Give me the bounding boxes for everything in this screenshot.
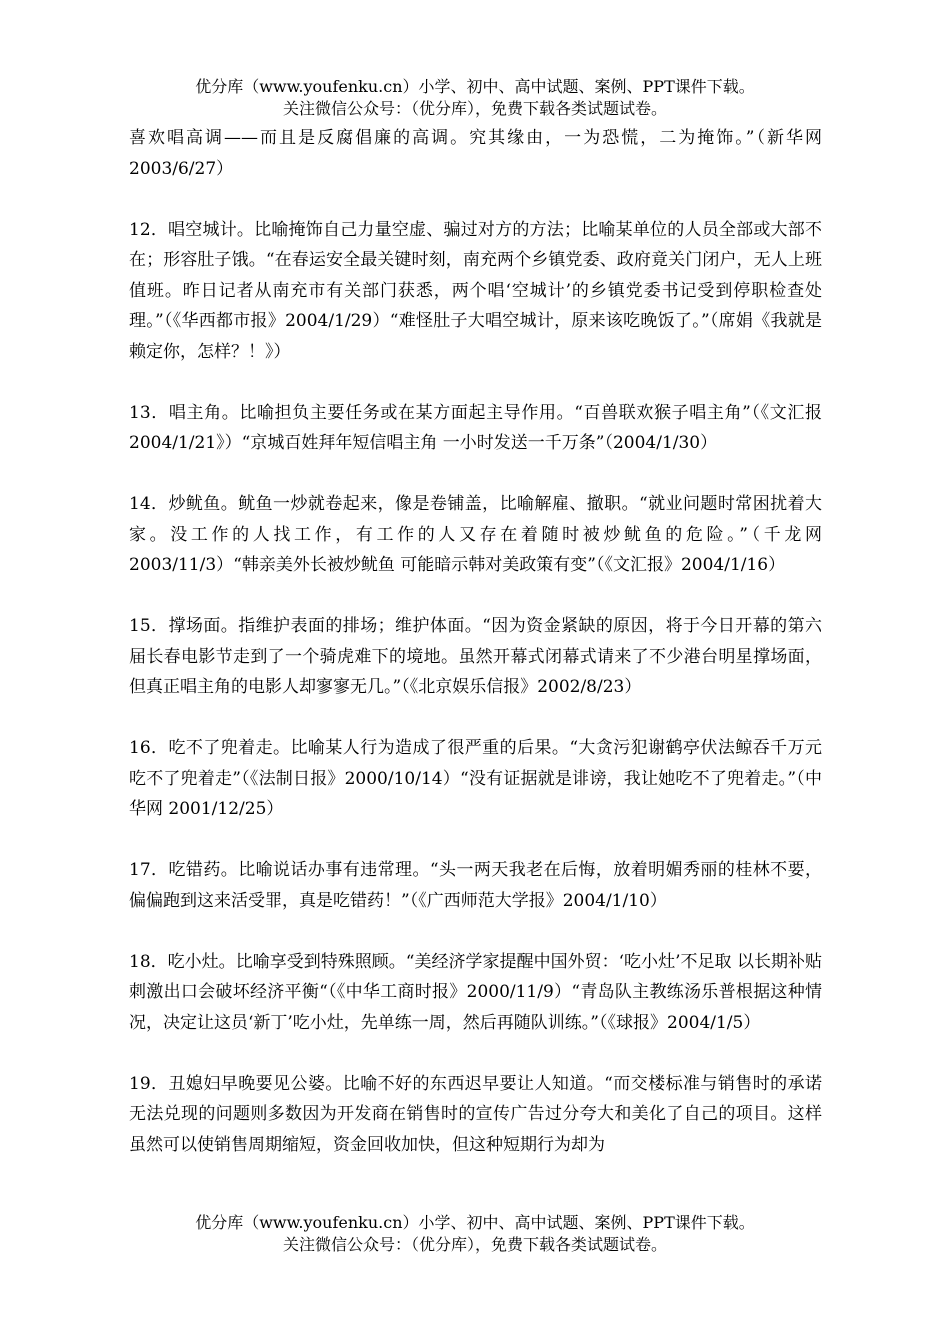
paragraph-item-19: 19．丑媳妇早晚要见公婆。比喻不好的东西迟早要让人知道。“而交楼标准与销售时的承诺无法兑现的问题则多数因为开发商在销售时的宣传广告过分夸大和美化了自己的项目。这样虽然可以使销售周期缩短，资金回收加快，但这种短期行为却为 xyxy=(129,1073,822,1155)
header-line-2: 关注微信公众号：（优分库），免费下载各类试题试卷。 xyxy=(282,99,667,118)
header-line-1: 优分库（www.youfenku.cn）小学、初中、高中试题、案例、PPT课件下载。 xyxy=(195,77,755,96)
paragraph-item-13: 13．唱主角。比喻担负主要任务或在某方面起主导作用。“百兽联欢猴子唱主角”（《文汇报 2004/1/21》）“京城百姓拜年短信唱主角 一小时发送一千万条”（2004/1/30） xyxy=(129,402,822,453)
paragraph-item-16: 16．吃不了兜着走。比喻某人行为造成了很严重的后果。“大贪污犯谢鹤亭伏法鲸吞千万元吃不了兜着走”（《法制日报》2000/10/14）“没有证据就是诽谤，我让她吃不了兜着走。”（中华网 2001/12/25） xyxy=(129,738,822,819)
paragraph-item-17: 17．吃错药。比喻说话办事有违常理。“头一两天我老在后悔，放着明媚秀丽的桂林不要，偏偏跑到这来活受罪，真是吃错药！”（《广西师范大学报》2004/1/10） xyxy=(129,860,822,911)
footer-line-2: 关注微信公众号：（优分库），免费下载各类试题试卷。 xyxy=(282,1235,667,1254)
page-header xyxy=(120,76,830,120)
paragraph-item-14: 14．炒鱿鱼。鱿鱼一炒就卷起来，像是卷铺盖，比喻解雇、撤职。“就业问题时常困扰着大家。没工作的人找工作，有工作的人又存在着随时被炒鱿鱼的危险。”（千龙网 2003/11/3）“韩亲美外长被炒鱿鱼 可能暗示韩对美政策有变”（《文汇报》2004/1/16） xyxy=(129,494,822,575)
paragraph-item-18: 18．吃小灶。比喻享受到特殊照顾。“美经济学家提醒中国外贸：‘吃小灶’不足取 以长期补贴刺激出口会破坏经济平衡“（《中华工商时报》2000/11/9）“青岛队主教练汤乐普根据这种情况，决定让这员‘新丁’吃小灶，先单练一周，然后再随队训练。”（《球报》2004/1/5） xyxy=(129,951,822,1033)
paragraph-item-12: 12．唱空城计。比喻掩饰自己力量空虚、骗过对方的方法；比喻某单位的人员全部或大部不在；形容肚子饿。“在春运安全最关键时刻，南充两个乡镇党委、政府竟关门闭户，无人上班值班。昨日记者从南充市有关部门获悉，两个唱‘空城计’的乡镇党委书记受到停职检查处理。”（《华西都市报》2004/1/29）“难怪肚子大唱空城计，原来该吃晚饭了。”（席娟《我就是赖定你，怎样？！》） xyxy=(129,219,822,362)
page-footer xyxy=(120,1212,830,1256)
paragraph-continuation: 喜欢唱高调——而且是反腐倡廉的高调。究其缘由，一为恐慌，二为掩饰。”（新华网 2003/6/27） xyxy=(129,128,822,179)
paragraph-item-15: 15．撑场面。指维护表面的排场；维护体面。“因为资金紧缺的原因，将于今日开幕的第六届长春电影节走到了一个骑虎难下的境地。虽然开幕式闭幕式请来了不少港台明星撑场面，但真正唱主角的电影人却寥寥无几。”（《北京娱乐信报》2002/8/23） xyxy=(129,616,822,697)
footer-line-1: 优分库（www.youfenku.cn）小学、初中、高中试题、案例、PPT课件下载。 xyxy=(195,1213,755,1232)
document-body xyxy=(129,123,822,1191)
